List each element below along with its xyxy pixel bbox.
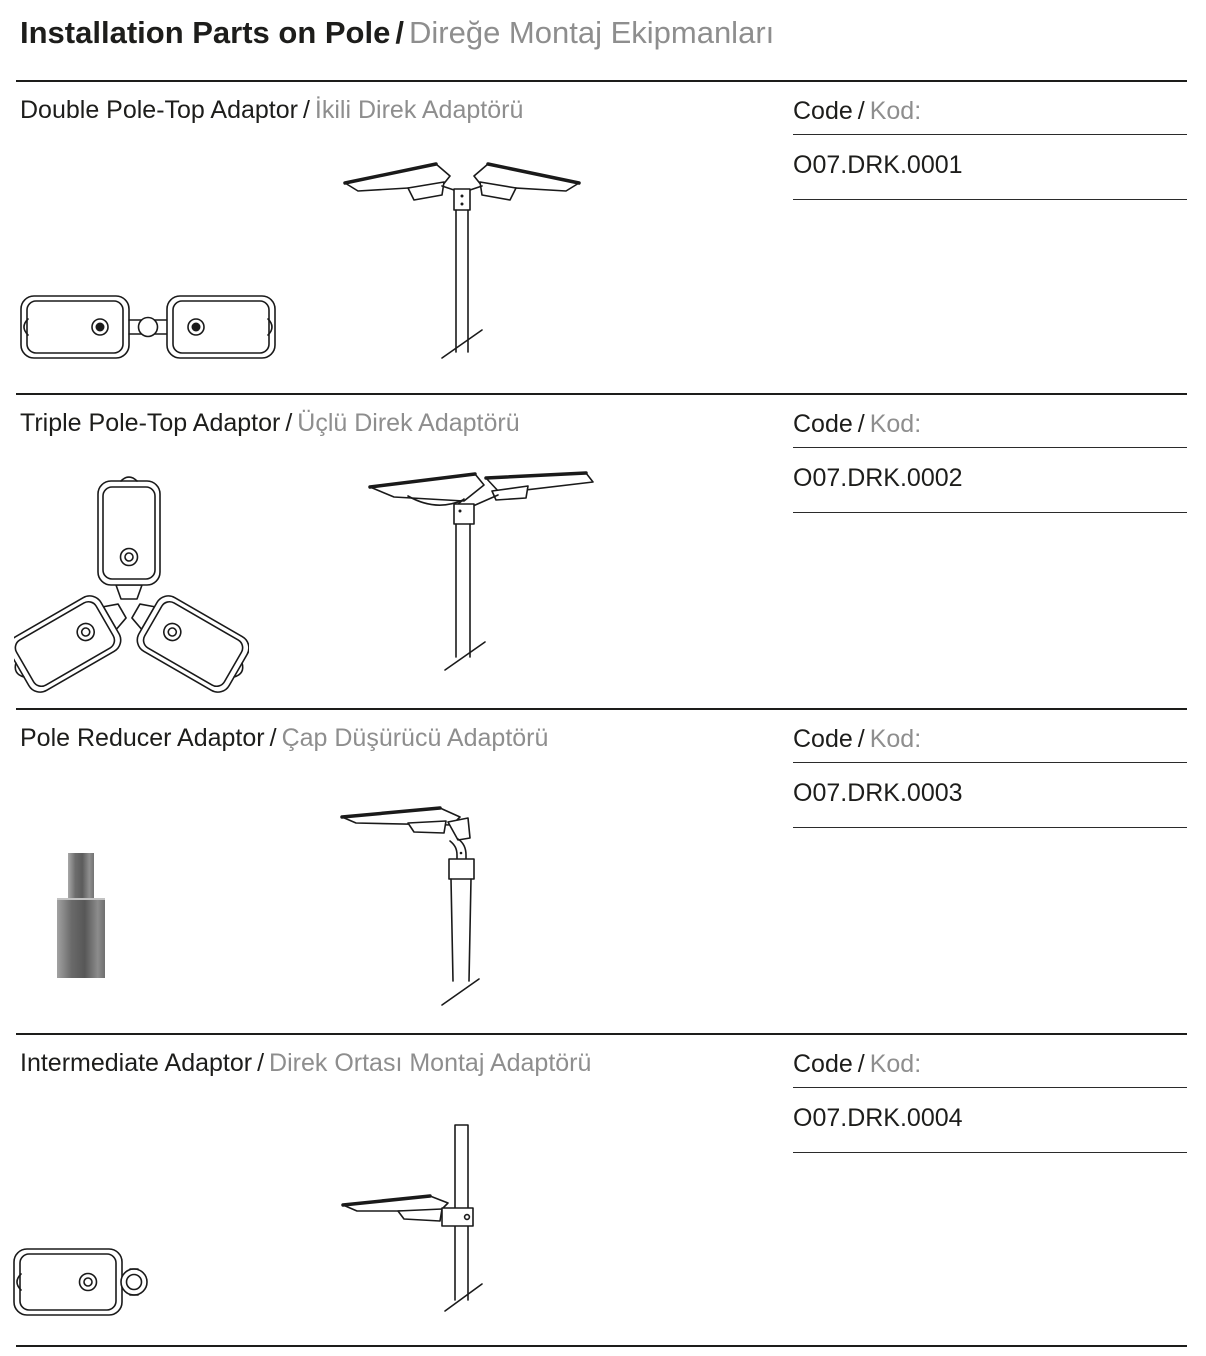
reducer-bottom-cylinder [57, 898, 105, 978]
part-name-en: Double Pole-Top Adaptor [20, 96, 298, 124]
part-title [20, 1048, 591, 1078]
part-name-separator: / [257, 1049, 265, 1077]
code-label: Code / Kod: [793, 1035, 1187, 1088]
code-label: Code / Kod: [793, 395, 1187, 448]
page-title-tr: Direğe Montaj Ekipmanları [408, 15, 775, 50]
reducer-top-cylinder [68, 853, 94, 899]
code-block [793, 82, 1187, 200]
title-separator: / [395, 15, 404, 50]
part-name-separator: / [285, 409, 293, 437]
reducer-cylinder-photo [57, 853, 105, 976]
part-name-en: Intermediate Adaptor [20, 1049, 253, 1077]
page-header [16, 0, 1187, 82]
code-block [793, 395, 1187, 513]
single-luminaire-reducer-pole-drawing [330, 795, 510, 1012]
part-name-separator: / [302, 96, 310, 124]
code-label: Code / Kod: [793, 710, 1187, 763]
code-value: O07.DRK.0004 [793, 1088, 1187, 1153]
triple-luminaire-pole-drawing [360, 465, 610, 682]
page-title-en: Installation Parts on Pole [20, 15, 391, 50]
part-name-tr: İkili Direk Adaptörü [314, 96, 524, 124]
part-name-tr: Üçlü Direk Adaptörü [297, 409, 520, 437]
double-adaptor-top-view-drawing [18, 288, 278, 366]
section-intermediate-adaptor [16, 1035, 1187, 1347]
double-luminaire-pole-drawing [338, 155, 586, 362]
part-name-separator: / [269, 724, 277, 752]
part-title [20, 408, 520, 438]
part-name-tr: Direk Ortası Montaj Adaptörü [269, 1049, 592, 1077]
page-title [20, 14, 774, 52]
code-value: O07.DRK.0003 [793, 763, 1187, 828]
section-double-pole-top-adaptor [16, 82, 1187, 395]
code-value: O07.DRK.0002 [793, 448, 1187, 513]
side-mounted-luminaire-pole-drawing [330, 1115, 510, 1317]
code-block [793, 1035, 1187, 1153]
code-label: Code / Kod: [793, 82, 1187, 135]
part-name-tr: Çap Düşürücü Adaptörü [281, 724, 549, 752]
section-pole-reducer-adaptor [16, 710, 1187, 1035]
part-name-en: Triple Pole-Top Adaptor [20, 409, 281, 437]
part-name-en: Pole Reducer Adaptor [20, 724, 265, 752]
code-block [793, 710, 1187, 828]
part-title [20, 95, 523, 125]
section-triple-pole-top-adaptor [16, 395, 1187, 710]
code-value: O07.DRK.0001 [793, 135, 1187, 200]
part-title [20, 723, 548, 753]
triple-adaptor-top-view-drawing [14, 467, 249, 707]
intermediate-adaptor-top-view-drawing [12, 1243, 152, 1321]
